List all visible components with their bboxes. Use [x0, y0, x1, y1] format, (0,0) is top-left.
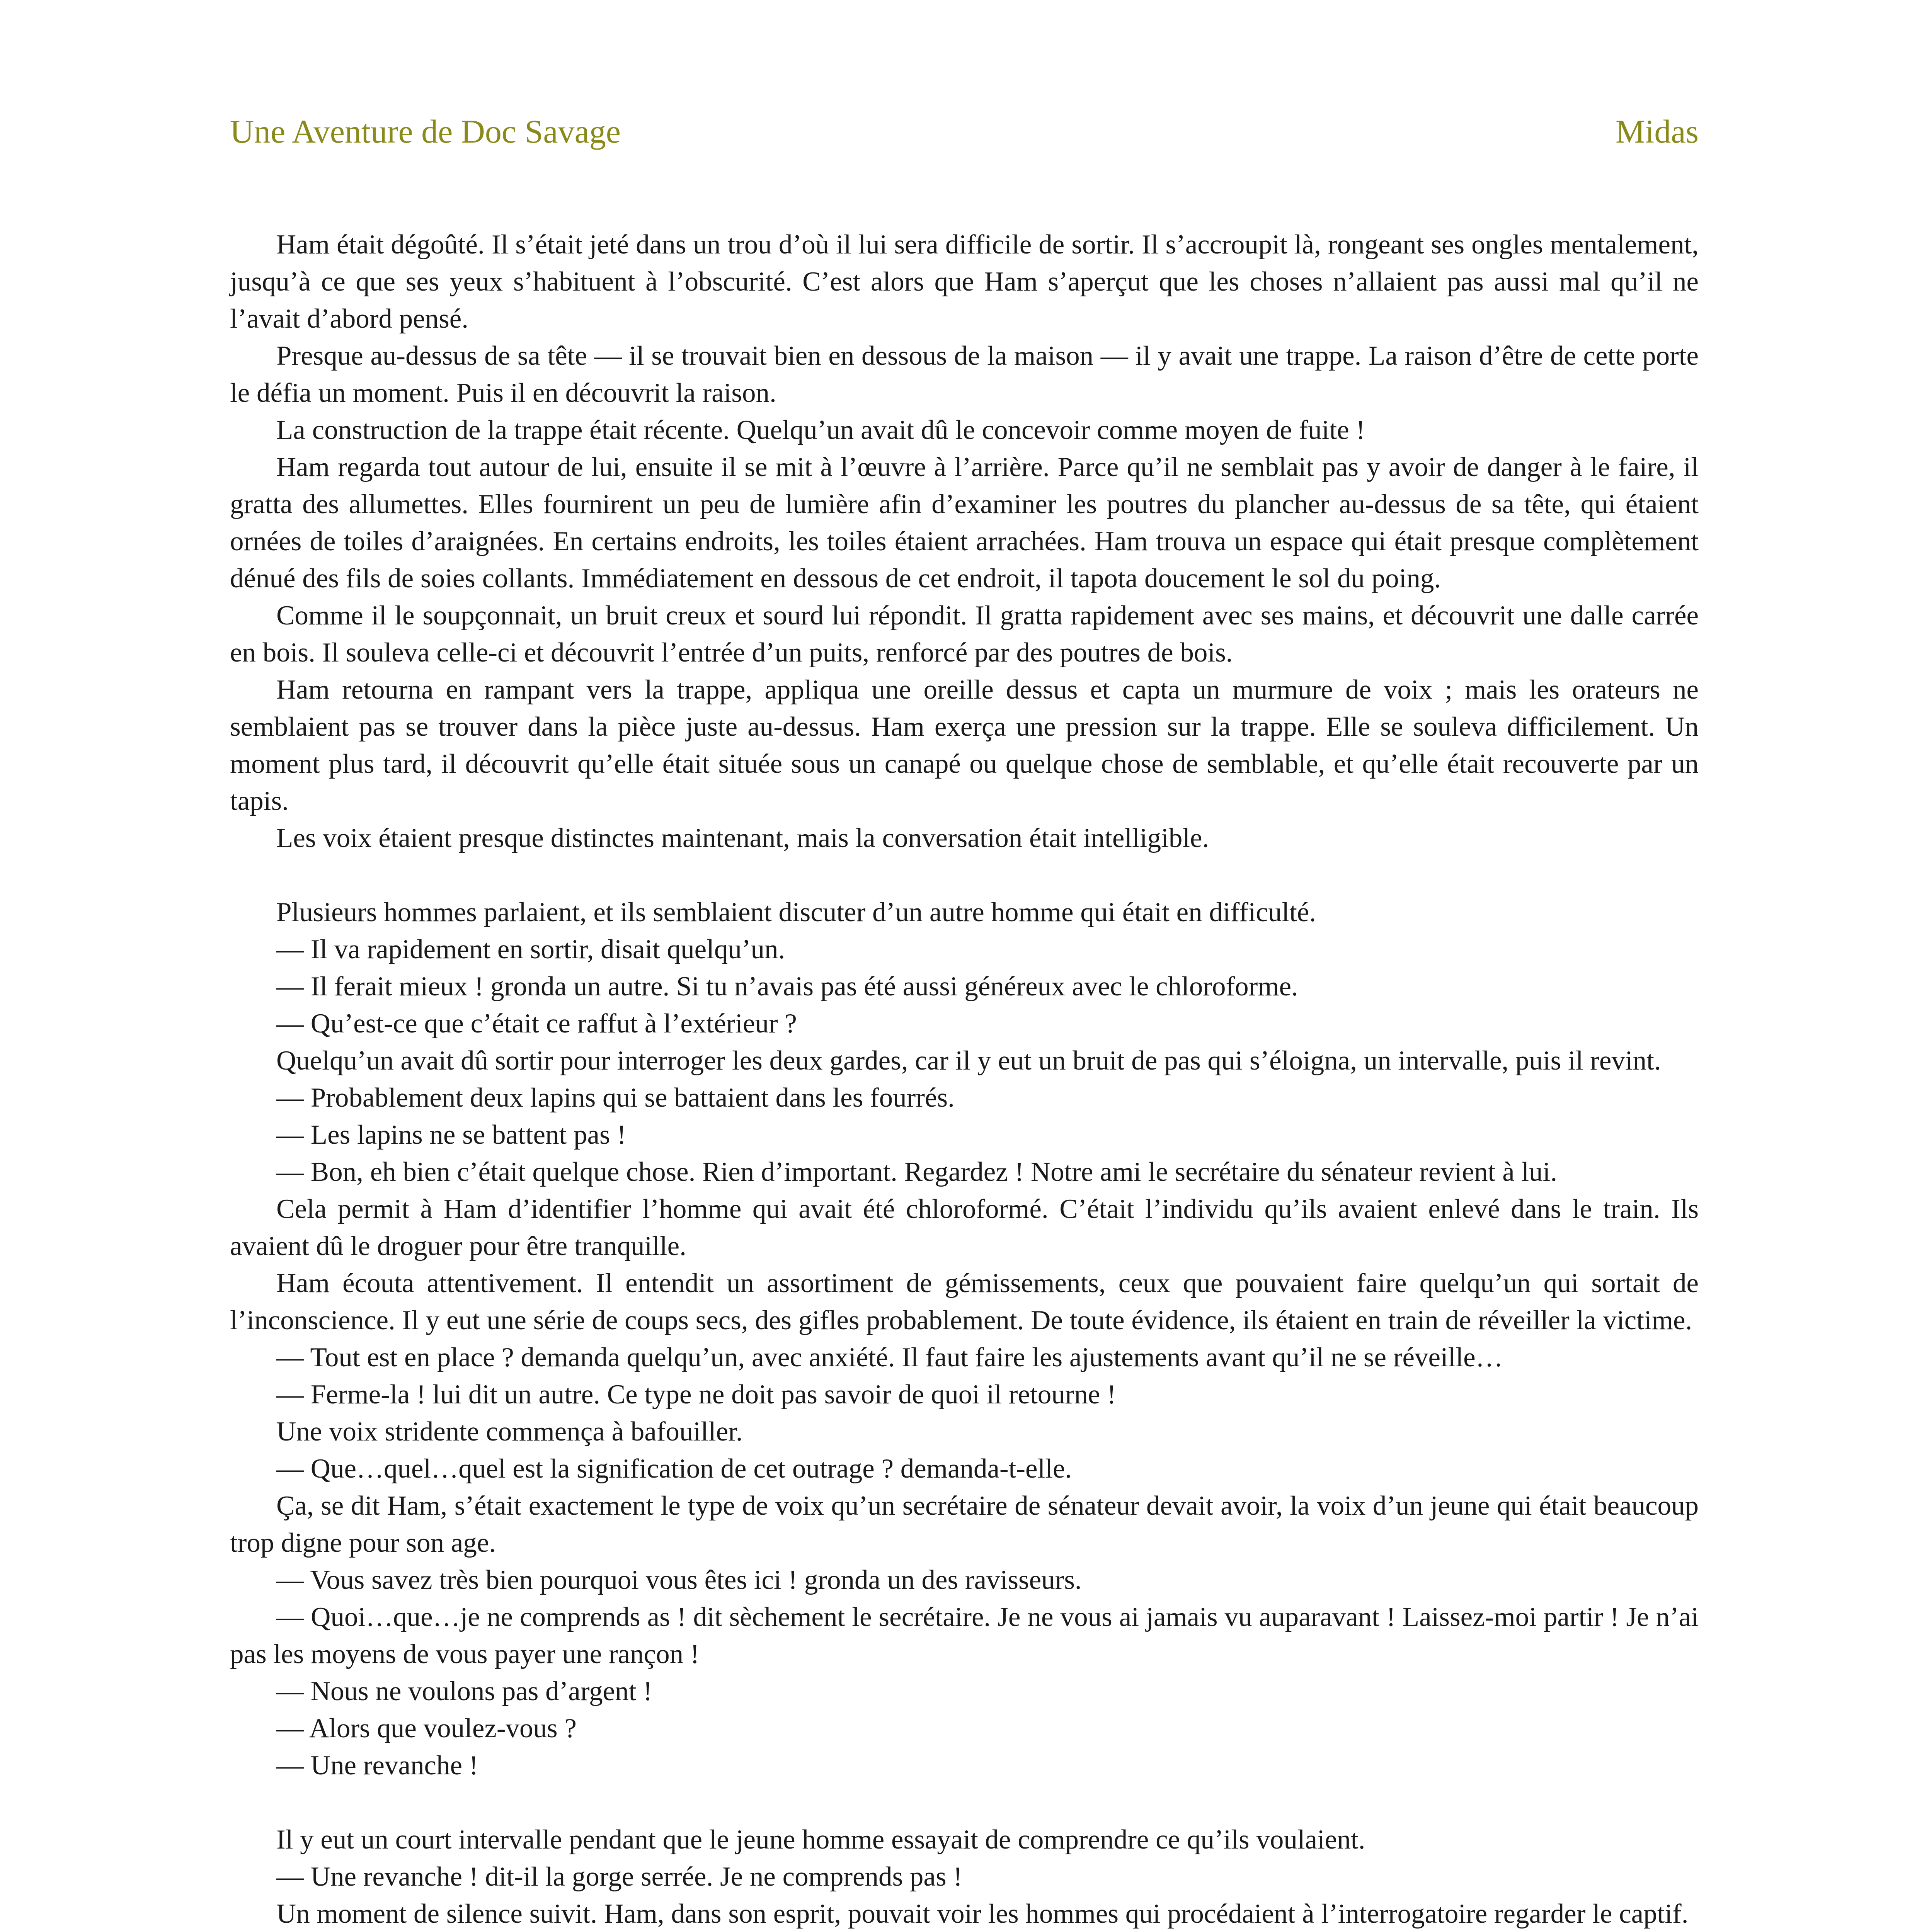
paragraph: Ham retourna en rampant vers la trappe, appliqua une oreille dessus et capta un murmure de voix ; mais les orateurs ne semblaient pas se trouver dans la pièce juste au-dessus. Ham exerça une pression sur la trappe. Elle se souleva difficilement. Un moment plus tard, il découvrit qu’elle était située sous un canapé ou quelque chose de semblable, et qu’elle était recouverte par un tapis.: [230, 675, 1699, 816]
dialogue-line: — Que…quel…quel est la signification de cet outrage ? demanda-t-elle.: [276, 1454, 1072, 1484]
paragraph: Il y eut un court intervalle pendant que le jeune homme essayait de comprendre ce qu’ils voulaient.: [276, 1825, 1365, 1855]
dialogue-line: — Tout est en place ? demanda quelqu’un, avec anxiété. Il faut faire les ajustements avant qu’il ne se réveille…: [276, 1342, 1503, 1372]
paragraph: Comme il le soupçonnait, un bruit creux et sourd lui répondit. Il gratta rapidement avec ses mains, et découvrit une dalle carrée en bois. Il souleva celle-ci et découvrit l’entrée d’un puits, renforcé par des poutres de bois.: [230, 600, 1699, 668]
dialogue-line: — Les lapins ne se battent pas !: [276, 1120, 627, 1150]
dialogue-line: — Nous ne voulons pas d’argent !: [276, 1676, 652, 1706]
running-header: [230, 112, 1699, 162]
dialogue-line: — Une revanche !: [276, 1750, 478, 1781]
dialogue-line: — Bon, eh bien c’était quelque chose. Rien d’important. Regardez ! Notre ami le secrétaire du sénateur revient à lui.: [276, 1157, 1558, 1187]
paragraph: Plusieurs hommes parlaient, et ils semblaient discuter d’un autre homme qui était en difficulté.: [276, 897, 1316, 927]
dialogue-line: — Une revanche ! dit-il la gorge serrée. Je ne comprends pas !: [276, 1862, 962, 1892]
paragraph: Quelqu’un avait dû sortir pour interroger les deux gardes, car il y eut un bruit de pas qui s’éloigna, un intervalle, puis il revint.: [276, 1046, 1661, 1076]
dialogue-line: — Il ferait mieux ! gronda un autre. Si tu n’avais pas été aussi généreux avec le chloroforme.: [276, 971, 1298, 1002]
paragraph: Ham était dégoûté. Il s’était jeté dans un trou d’où il lui sera difficile de sortir. Il s’accroupit là, rongeant ses ongles mentalement, jusqu’à ce que ses yeux s’habituent à l’obscurité. C’est alors que Ham s’aperçut que les choses n’allaient pas aussi mal qu’il ne l’avait d’abord pensé.: [230, 230, 1699, 334]
paragraph: Les voix étaient presque distinctes maintenant, mais la conversation était intelligible.: [276, 823, 1209, 853]
paragraph: Presque au-dessus de sa tête — il se trouvait bien en dessous de la maison — il y avait une trappe. La raison d’être de cette porte le défia un moment. Puis il en découvrit la raison.: [230, 341, 1699, 408]
dialogue-line: — Il va rapidement en sortir, disait quelqu’un.: [276, 934, 785, 964]
body-text: [230, 226, 1699, 1932]
paragraph: La construction de la trappe était récente. Quelqu’un avait dû le concevoir comme moyen de fuite !: [276, 415, 1365, 445]
header-book-title: Une Aventure de Doc Savage: [230, 113, 621, 150]
section-break: [230, 857, 1699, 894]
dialogue-line: — Qu’est-ce que c’était ce raffut à l’extérieur ?: [276, 1009, 797, 1039]
dialogue-line: — Ferme-la ! lui dit un autre. Ce type ne doit pas savoir de quoi il retourne !: [276, 1379, 1116, 1410]
header-chapter-title: Midas: [1616, 113, 1699, 150]
dialogue-line: — Quoi…que…je ne comprends as ! dit sèchement le secrétaire. Je ne vous ai jamais vu auparavant ! Laissez-moi partir ! Je n’ai pas les moyens de vous payer une rançon !: [230, 1602, 1699, 1669]
dialogue-line: — Alors que voulez-vous ?: [276, 1713, 577, 1743]
paragraph: Une voix stridente commença à bafouiller.: [276, 1417, 743, 1447]
section-break: [230, 1784, 1699, 1821]
paragraph: Ça, se dit Ham, s’était exactement le type de voix qu’un secrétaire de sénateur devait avoir, la voix d’un jeune qui était beaucoup trop digne pour son age.: [230, 1491, 1699, 1558]
paragraph: Un moment de silence suivit. Ham, dans son esprit, pouvait voir les hommes qui procédaient à l’interrogatoire regarder le captif.: [276, 1899, 1689, 1929]
paragraph: Cela permit à Ham d’identifier l’homme qui avait été chloroformé. C’était l’individu qu’ils avaient enlevé dans le train. Ils avaient dû le droguer pour être tranquille.: [230, 1194, 1699, 1261]
paragraph: Ham écouta attentivement. Il entendit un assortiment de gémissements, ceux que pouvaient faire quelqu’un qui sortait de l’inconscience. Il y eut une série de coups secs, des gifles probablement. De toute évidence, ils étaient en train de réveiller la victime.: [230, 1268, 1699, 1335]
dialogue-line: — Vous savez très bien pourquoi vous êtes ici ! gronda un des ravisseurs.: [276, 1565, 1082, 1595]
dialogue-line: — Probablement deux lapins qui se battaient dans les fourrés.: [276, 1083, 955, 1113]
paragraph: Ham regarda tout autour de lui, ensuite il se mit à l’œuvre à l’arrière. Parce qu’il ne semblait pas y avoir de danger à le faire, il gratta des allumettes. Elles fournirent un peu de lumière afin d’examiner les poutres du plancher au-dessus de sa tête, qui étaient ornées de toiles d’araignées. En certains endroits, les toiles étaient arrachées. Ham trouva un espace qui était presque complètement dénué des fils de soies collants. Immédiatement en dessous de cet endroit, il tapota doucement le sol du poing.: [230, 452, 1699, 594]
